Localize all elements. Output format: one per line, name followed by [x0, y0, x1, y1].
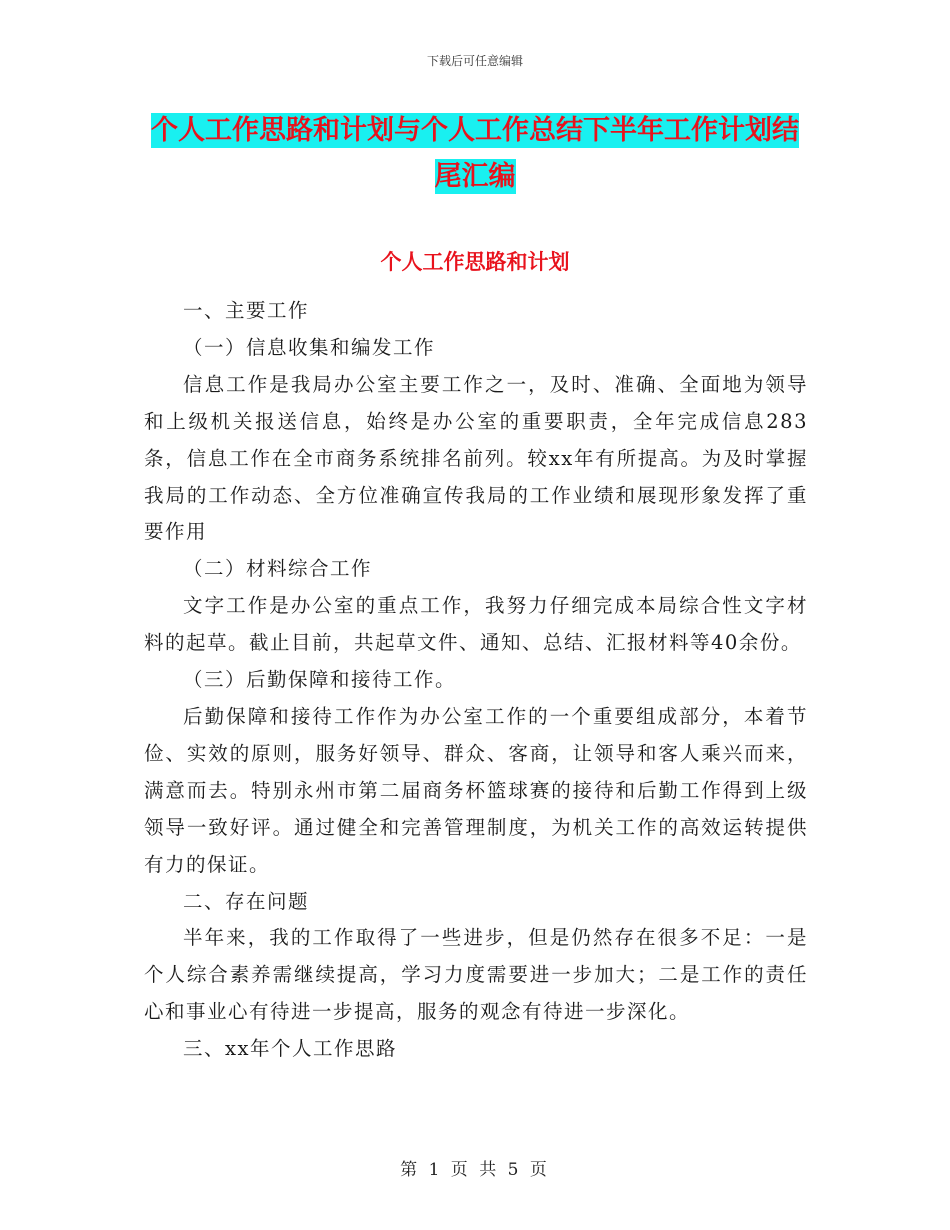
heading-main-work: 一、主要工作 [183, 299, 310, 322]
page-number-footer: 第 1 页 共 5 页 [400, 1160, 550, 1180]
section-title: 个人工作思路和计划 [380, 250, 570, 274]
document-body [144, 293, 808, 1068]
paragraph-info-work: 信息工作是我局办公室主要工作之一，及时、准确、全面地为领导和上级机关报送信息，始终是办公室的重要职责，全年完成信息283条，信息工作在全市商务系统排名前列。较xx年有所提高。为及时掌握我局的工作动态、全方位准确宣传我局的工作业绩和展现形象发挥了重要作用 [144, 372, 808, 544]
document-title-text: 个人工作思路和计划与个人工作总结下半年工作计划结尾汇编 [151, 115, 799, 192]
subheading-logistics: （三）后勤保障和接待工作。 [183, 668, 457, 692]
paragraph-materials: 文字工作是办公室的重点工作，我努力仔细完成本局综合性文字材料的起草。截止目前，共起草文件、通知、总结、汇报材料等40余份。 [144, 594, 808, 655]
header-note: 下载后可任意编辑 [426, 54, 523, 68]
heading-problems: 二、存在问题 [183, 889, 310, 913]
subheading-info-collection: （一）信息收集和编发工作 [183, 335, 436, 359]
subheading-materials: （二）材料综合工作 [183, 557, 373, 581]
paragraph-logistics: 后勤保障和接待工作作为办公室工作的一个重要组成部分，本着节俭、实效的原则，服务好领导、群众、客商，让领导和客人乘兴而来，满意而去。特别永州市第二届商务杯篮球赛的接待和后勤工作得到上级领导一致好评。通过健全和完善管理制度，为机关工作的高效运转提供有力的保证。 [144, 704, 808, 876]
heading-work-plan: 三、xx年个人工作思路 [183, 1037, 397, 1061]
document-title [145, 108, 805, 200]
paragraph-problems: 半年来，我的工作取得了一些进步，但是仍然存在很多不足：一是个人综合素养需继续提高，学习力度需要进一步加大；二是工作的责任心和事业心有待进一步提高，服务的观念有待进一步深化。 [144, 926, 808, 1024]
